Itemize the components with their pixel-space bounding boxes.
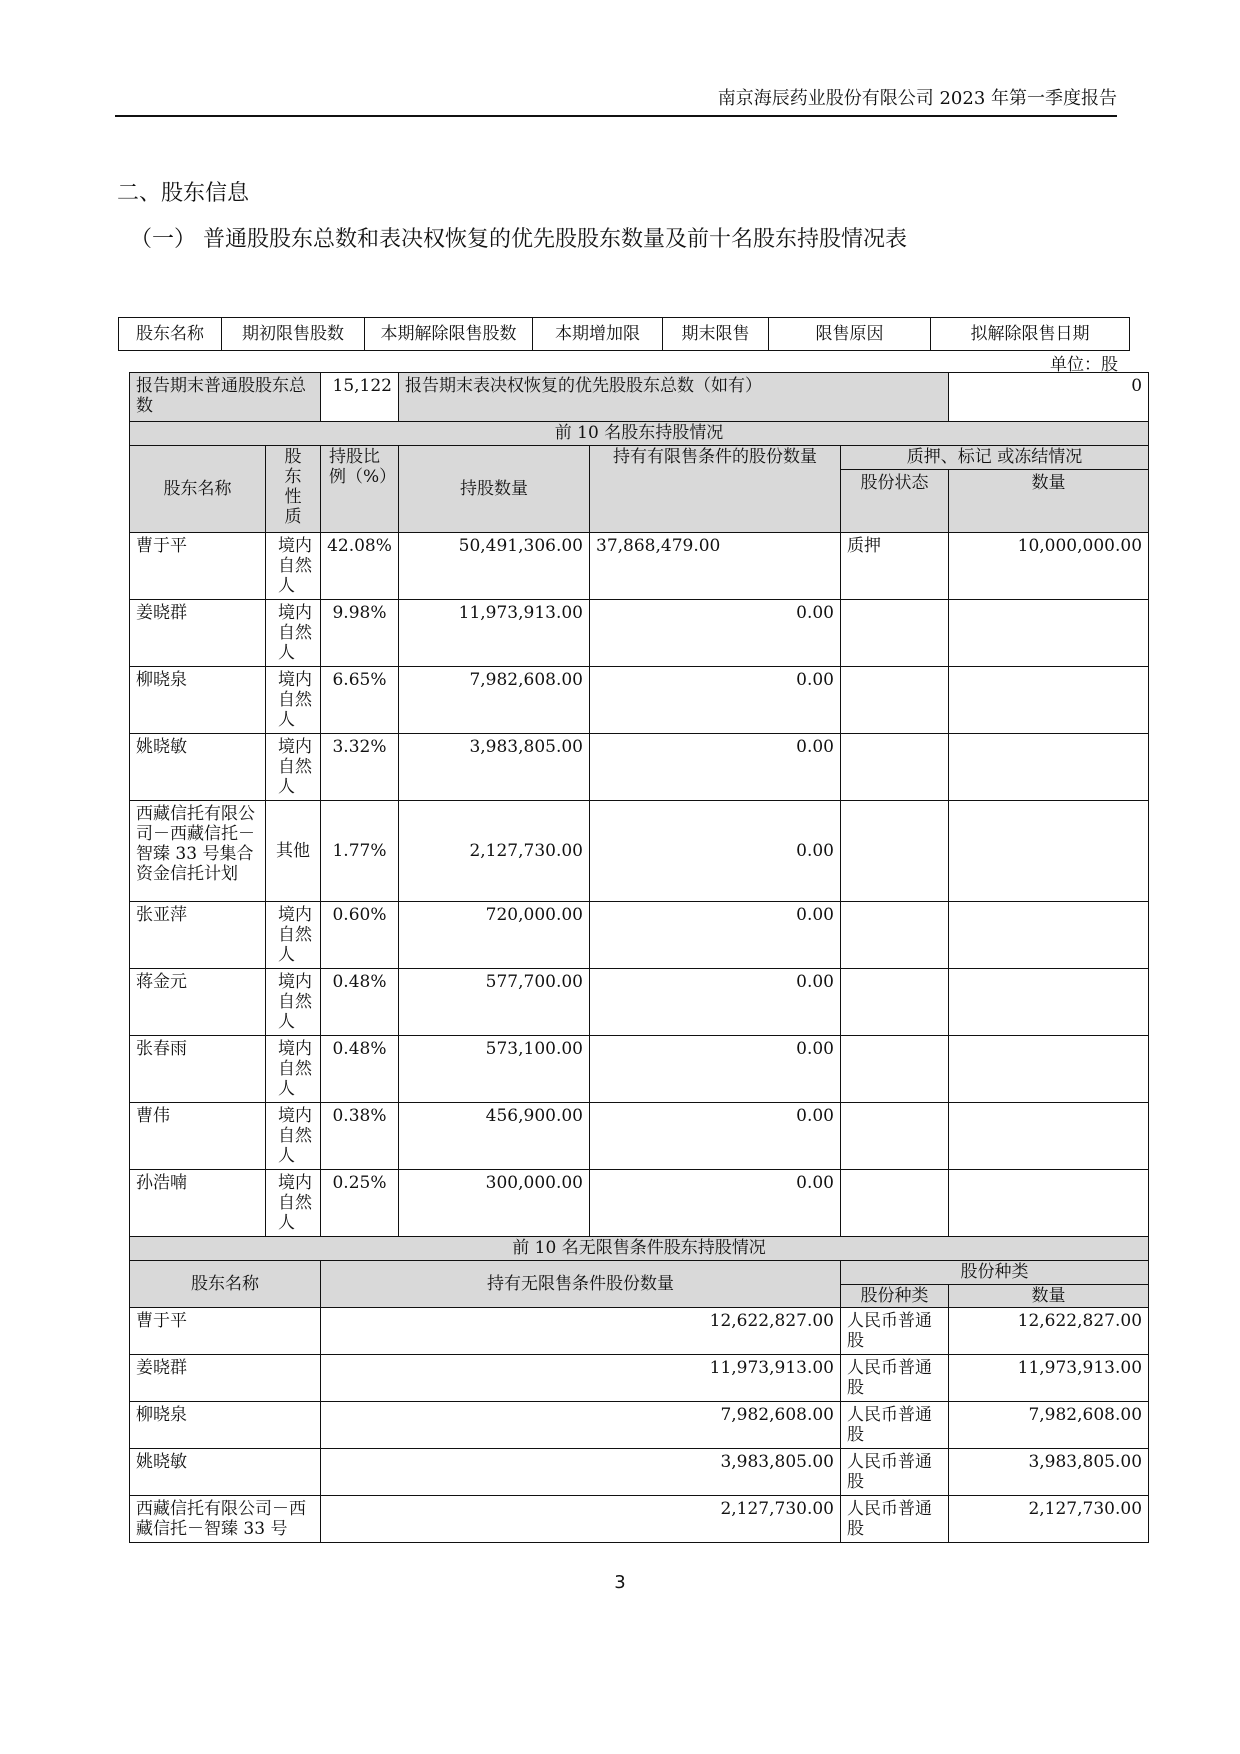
restricted-header-cell: 限售原因 [769,318,931,351]
header-status: 股份状态 [841,470,949,533]
holding-ratio: 0.48% [321,1036,399,1103]
u-shareholder-name: 西藏信托有限公司－西藏信托－智臻 33 号 [130,1496,321,1543]
share-status [841,667,949,734]
share-status [841,969,949,1036]
section-title: 二、股东信息 [117,181,250,206]
u-share-qty: 11,973,913.00 [949,1355,1149,1402]
restricted-header-cell: 拟解除限售日期 [931,318,1130,351]
shareholder-nature: 境内自然人 [266,667,321,734]
restricted-amount: 0.00 [590,1103,841,1170]
restricted-header-cell: 本期增加限 [533,318,663,351]
header-ratio: 持股比例（%） [321,446,399,533]
total-shareholders-value: 15,122 [321,373,399,422]
pledge-qty [949,801,1149,902]
shareholder-name: 曹伟 [130,1103,266,1170]
table-row [130,1036,1149,1103]
share-status [841,1036,949,1103]
restricted-amount: 0.00 [590,600,841,667]
holding-amount: 720,000.00 [399,902,590,969]
holding-amount: 456,900.00 [399,1103,590,1170]
shareholder-name: 姜晓群 [130,600,266,667]
report-title: 南京海辰药业股份有限公司 2023 年第一季度报告 [717,88,1117,109]
pledge-qty: 10,000,000.00 [949,533,1149,600]
share-status [841,1103,949,1170]
share-status: 质押 [841,533,949,600]
u-header-amount: 持有无限售条件股份数量 [321,1261,841,1308]
restricted-amount: 0.00 [590,902,841,969]
u-holding-amount: 3,983,805.00 [321,1449,841,1496]
page-header [115,88,1117,117]
preferred-shareholders-value: 0 [949,373,1149,422]
holding-amount: 577,700.00 [399,969,590,1036]
subsection-title: （一） 普通股股东总数和表决权恢复的优先股股东数量及前十名股东持股情况表 [130,227,907,252]
u-shareholder-name: 曹于平 [130,1308,321,1355]
table-row [130,1402,1149,1449]
page-number: 3 [614,1572,626,1593]
header-qty: 数量 [949,470,1149,533]
pledge-qty [949,1170,1149,1237]
table-row [130,969,1149,1036]
table-row [130,1496,1149,1543]
holding-amount: 50,491,306.00 [399,533,590,600]
table-row [130,1170,1149,1237]
holding-ratio: 42.08% [321,533,399,600]
share-status [841,734,949,801]
pledge-qty [949,1036,1149,1103]
unit-label: 单位：股 [1050,355,1118,375]
u-header-qty: 数量 [949,1285,1149,1308]
holding-amount: 7,982,608.00 [399,667,590,734]
pledge-qty [949,734,1149,801]
shareholder-nature: 境内自然人 [266,1170,321,1237]
u-holding-amount: 7,982,608.00 [321,1402,841,1449]
restricted-amount: 37,868,479.00 [590,533,841,600]
shareholder-nature: 其他 [266,801,321,902]
holding-amount: 3,983,805.00 [399,734,590,801]
u-share-type: 人民币普通股 [841,1496,949,1543]
restricted-amount: 0.00 [590,734,841,801]
holding-amount: 11,973,913.00 [399,600,590,667]
u-shareholder-name: 柳晓泉 [130,1402,321,1449]
restricted-amount: 0.00 [590,667,841,734]
pledge-qty [949,667,1149,734]
holding-ratio: 1.77% [321,801,399,902]
u-share-type: 人民币普通股 [841,1308,949,1355]
u-holding-amount: 2,127,730.00 [321,1496,841,1543]
u-header-type-group: 股份种类 [841,1261,1149,1285]
restricted-header-cell: 期末限售 [663,318,769,351]
holding-ratio: 9.98% [321,600,399,667]
header-amount: 持股数量 [399,446,590,533]
shareholder-name: 曹于平 [130,533,266,600]
u-share-qty: 2,127,730.00 [949,1496,1149,1543]
header-nature: 股东性质 [266,446,321,533]
pledge-qty [949,969,1149,1036]
shareholder-nature: 境内自然人 [266,1036,321,1103]
shareholder-nature: 境内自然人 [266,600,321,667]
u-share-type: 人民币普通股 [841,1449,949,1496]
header-name: 股东名称 [130,446,266,533]
preferred-shareholders-label: 报告期末表决权恢复的优先股股东总数（如有） [399,373,949,422]
shareholder-name: 蒋金元 [130,969,266,1036]
shareholder-name: 张亚萍 [130,902,266,969]
u-header-type: 股份种类 [841,1285,949,1308]
holding-ratio: 0.60% [321,902,399,969]
shareholder-table [129,372,1149,1543]
shareholder-nature: 境内自然人 [266,969,321,1036]
share-status [841,600,949,667]
table-row [130,600,1149,667]
shareholder-nature: 境内自然人 [266,533,321,600]
restricted-amount: 0.00 [590,801,841,902]
u-share-type: 人民币普通股 [841,1355,949,1402]
restricted-header-cell: 期初限售股数 [222,318,365,351]
pledge-qty [949,902,1149,969]
shareholder-nature: 境内自然人 [266,1103,321,1170]
u-share-qty: 12,622,827.00 [949,1308,1149,1355]
holding-ratio: 0.38% [321,1103,399,1170]
restricted-amount: 0.00 [590,1036,841,1103]
table-row [130,902,1149,969]
header-pledge: 质押、标记 或冻结情况 [841,446,1149,470]
holding-ratio: 6.65% [321,667,399,734]
share-status [841,1170,949,1237]
top10-title: 前 10 名股东持股情况 [130,422,1149,446]
table-row [130,533,1149,600]
restricted-shares-header-table [118,317,1130,351]
shareholder-name: 西藏信托有限公司－西藏信托－智臻 33 号集合资金信托计划 [130,801,266,902]
u-shareholder-name: 姜晓群 [130,1355,321,1402]
pledge-qty [949,1103,1149,1170]
share-status [841,801,949,902]
shareholder-name: 柳晓泉 [130,667,266,734]
u-share-type: 人民币普通股 [841,1402,949,1449]
table-row [130,1449,1149,1496]
holding-amount: 300,000.00 [399,1170,590,1237]
table-row [130,667,1149,734]
table-row [130,734,1149,801]
restricted-header-cell: 本期解除限售股数 [365,318,533,351]
holding-amount: 2,127,730.00 [399,801,590,902]
u-shareholder-name: 姚晓敏 [130,1449,321,1496]
table-row [130,1355,1149,1402]
header-restricted: 持有有限售条件的股份数量 [590,446,841,533]
u-share-qty: 3,983,805.00 [949,1449,1149,1496]
table-row [130,1308,1149,1355]
pledge-qty [949,600,1149,667]
shareholder-name: 张春雨 [130,1036,266,1103]
unrestricted-title: 前 10 名无限售条件股东持股情况 [130,1237,1149,1261]
total-shareholders-label: 报告期末普通股股东总数 [130,373,321,422]
shareholder-nature: 境内自然人 [266,734,321,801]
holding-ratio: 0.48% [321,969,399,1036]
share-status [841,902,949,969]
u-holding-amount: 12,622,827.00 [321,1308,841,1355]
u-share-qty: 7,982,608.00 [949,1402,1149,1449]
restricted-amount: 0.00 [590,1170,841,1237]
holding-ratio: 3.32% [321,734,399,801]
holding-ratio: 0.25% [321,1170,399,1237]
u-holding-amount: 11,973,913.00 [321,1355,841,1402]
table-row [130,1103,1149,1170]
shareholder-nature: 境内自然人 [266,902,321,969]
restricted-header-cell: 股东名称 [119,318,222,351]
holding-amount: 573,100.00 [399,1036,590,1103]
restricted-amount: 0.00 [590,969,841,1036]
u-header-name: 股东名称 [130,1261,321,1308]
shareholder-name: 姚晓敏 [130,734,266,801]
shareholder-name: 孙浩喃 [130,1170,266,1237]
table-row [130,801,1149,902]
